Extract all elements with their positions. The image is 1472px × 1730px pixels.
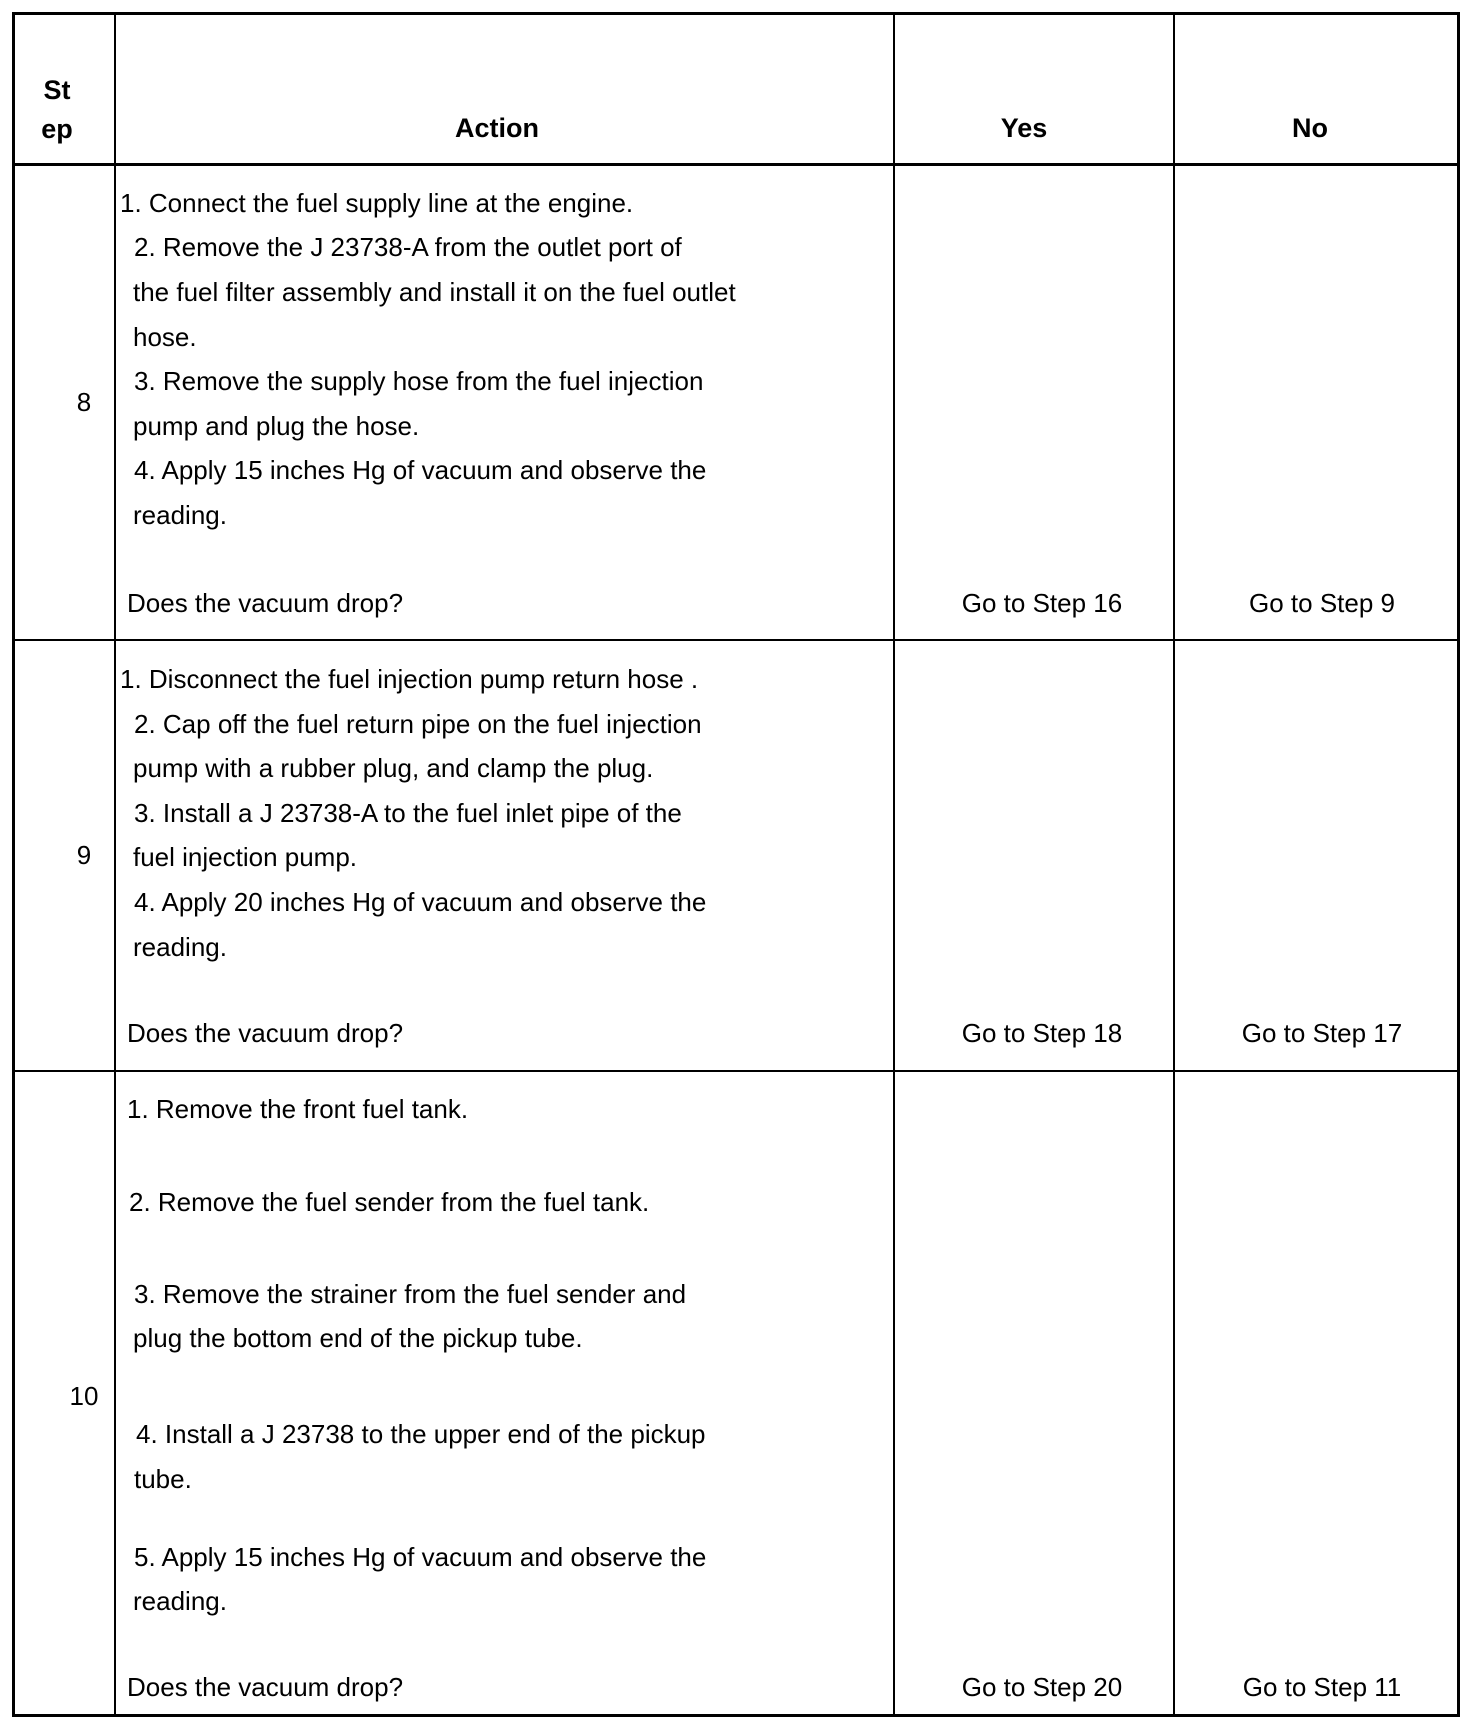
table-border-left [12, 12, 15, 1717]
action-line: plug the bottom end of the pickup tube. [133, 1323, 583, 1353]
row-divider-8-9 [12, 639, 1460, 641]
action-line: 4. Apply 20 inches Hg of vacuum and observe the [134, 887, 707, 917]
column-divider-yes [1173, 12, 1175, 1717]
question: Does the vacuum drop? [127, 1672, 404, 1702]
step-number: 9 [76, 840, 92, 870]
question: Does the vacuum drop? [127, 588, 404, 618]
no-result: Go to Step 9 [1249, 588, 1395, 618]
header-step-line2: ep [41, 114, 73, 144]
action-line: 4. Install a J 23738 to the upper end of the pickup [136, 1419, 706, 1449]
action-line: 3. Remove the strainer from the fuel sender and [134, 1279, 687, 1309]
action-line: 2. Remove the fuel sender from the fuel tank. [129, 1187, 650, 1217]
header-divider [12, 163, 1460, 166]
no-result: Go to Step 17 [1241, 1018, 1403, 1048]
action-line: 1. Remove the front fuel tank. [127, 1094, 469, 1124]
action-line: fuel injection pump. [133, 842, 358, 872]
action-line: 2. Cap off the fuel return pipe on the fuel injection [134, 709, 702, 739]
action-line: 4. Apply 15 inches Hg of vacuum and observe the [134, 455, 707, 485]
yes-result: Go to Step 16 [961, 588, 1123, 618]
action-line: 2. Remove the J 23738-A from the outlet port of [134, 232, 682, 262]
yes-result: Go to Step 18 [961, 1018, 1123, 1048]
column-divider-action [893, 12, 895, 1717]
action-line: reading. [133, 1586, 227, 1616]
action-line: the fuel filter assembly and install it on the fuel outlet [133, 277, 736, 307]
action-line: 5. Apply 15 inches Hg of vacuum and observe the [134, 1542, 707, 1572]
action-line: reading. [133, 500, 227, 530]
no-result: Go to Step 11 [1242, 1672, 1402, 1702]
header-step-line1: St [43, 75, 71, 105]
column-divider-step [114, 12, 116, 1717]
header-action: Action [455, 113, 539, 143]
table-border-top [12, 12, 1460, 15]
action-line: pump with a rubber plug, and clamp the plug. [133, 753, 654, 783]
action-line: hose. [133, 322, 197, 352]
action-line: 1. Disconnect the fuel injection pump return hose . [120, 664, 699, 694]
table-border-right [1457, 12, 1460, 1717]
step-number: 10 [69, 1381, 99, 1411]
table-border-bottom [12, 1714, 1460, 1717]
action-line: 3. Remove the supply hose from the fuel injection [134, 366, 704, 396]
question: Does the vacuum drop? [127, 1018, 404, 1048]
action-line: 1. Connect the fuel supply line at the engine. [120, 188, 634, 218]
header-yes: Yes [1000, 113, 1048, 143]
action-line: reading. [133, 932, 227, 962]
row-divider-9-10 [12, 1070, 1460, 1072]
yes-result: Go to Step 20 [961, 1672, 1123, 1702]
header-no: No [1292, 113, 1328, 143]
action-line: pump and plug the hose. [133, 411, 420, 441]
action-line: 3. Install a J 23738-A to the fuel inlet pipe of the [134, 798, 682, 828]
action-line: tube. [134, 1464, 192, 1494]
step-number: 8 [76, 387, 92, 417]
